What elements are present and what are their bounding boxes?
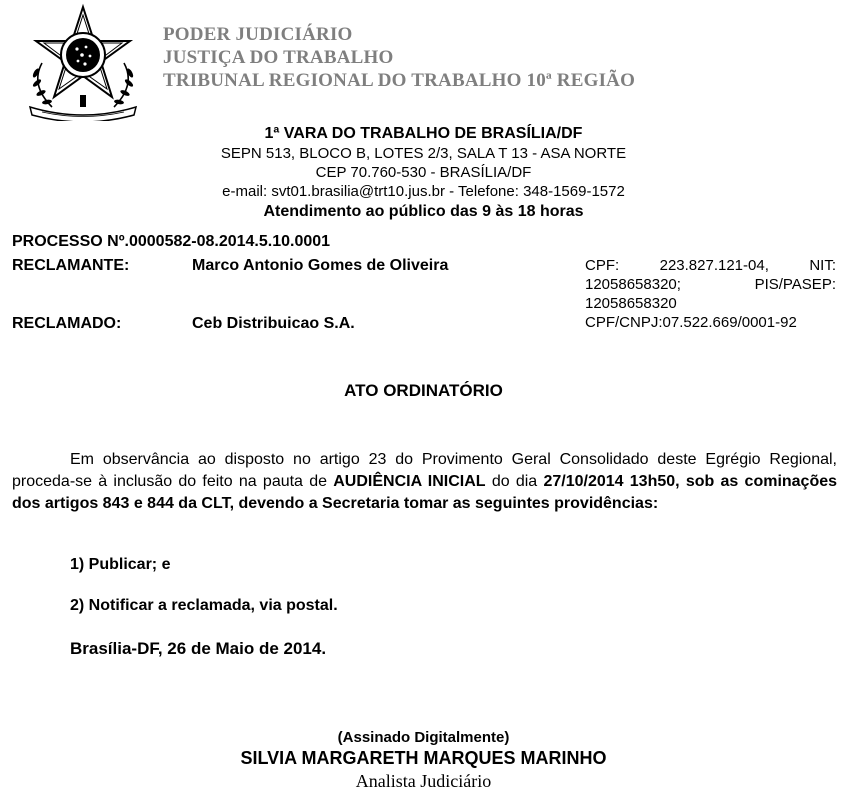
office-contact: e-mail: svt01.brasilia@trt10.jus.br - Telefone: 348-1569-1572	[222, 183, 625, 200]
claimant-nit-line	[585, 276, 836, 293]
court-line-2: JUSTIÇA DO TRABALHO	[163, 47, 394, 68]
act-date: Brasília-DF, 26 de Maio de 2014.	[70, 639, 327, 658]
court-line-3: TRIBUNAL REGIONAL DO TRABALHO 10ª REGIÃO	[163, 70, 636, 91]
act-text-2: do dia	[491, 473, 538, 490]
act-title: ATO ORDINATÓRIO	[344, 381, 503, 400]
action-item-1: 1) Publicar; e	[70, 556, 171, 573]
claimant-nit-value: 12058658320;	[585, 276, 681, 293]
act-text-1: Em observância ao disposto no artigo 23 do Provimento Geral Consolidado deste Egrégio Regional, proceda-se à inclusão do feito na pauta de	[12, 451, 837, 490]
office-hours: Atendimento ao público das 9 às 18 horas	[263, 203, 584, 220]
office-name: 1ª VARA DO TRABALHO DE BRASÍLIA/DF	[264, 125, 583, 142]
respondent-cnpj: CPF/CNPJ:07.522.669/0001-92	[585, 314, 797, 331]
respondent-label: RECLAMADO:	[12, 315, 122, 332]
act-paragraph	[12, 449, 837, 515]
claimant-cpf-value: 223.827.121-04,	[659, 257, 769, 274]
claimant-nit-label: NIT:	[809, 257, 836, 274]
hearing-type: AUDIÊNCIA INICIAL	[333, 473, 486, 490]
hearing-date-and-terms: 27/10/2014 13h50, sob as cominações dos artigos 843 e 844 da CLT, devendo a Secretaria tomar as seguintes providências:	[12, 473, 838, 512]
claimant-cpf-label: CPF:	[585, 257, 620, 274]
signature-note: (Assinado Digitalmente)	[337, 729, 510, 746]
court-line-1: PODER JUDICIÁRIO	[163, 24, 353, 45]
action-item-2: 2) Notificar a reclamada, via postal.	[70, 597, 338, 614]
claimant-cpf-line	[585, 257, 836, 274]
office-cep: CEP 70.760-530 - BRASÍLIA/DF	[315, 164, 532, 181]
claimant-pis-label: PIS/PASEP:	[754, 276, 836, 293]
claimant-label: RECLAMANTE:	[12, 257, 130, 274]
office-address: SEPN 513, BLOCO B, LOTES 2/3, SALA T 13 - ASA NORTE	[220, 145, 627, 162]
process-number: PROCESSO Nº.0000582-08.2014.5.10.0001	[12, 233, 331, 250]
claimant-name: Marco Antonio Gomes de Oliveira	[192, 257, 449, 274]
claimant-pis-value: 12058658320	[585, 295, 677, 312]
coat-of-arms-icon	[22, 3, 144, 121]
respondent-name: Ceb Distribuicao S.A.	[192, 315, 355, 332]
signer-role: Analista Judiciário	[355, 771, 492, 791]
signer-name: SILVIA MARGARETH MARQUES MARINHO	[240, 748, 607, 768]
